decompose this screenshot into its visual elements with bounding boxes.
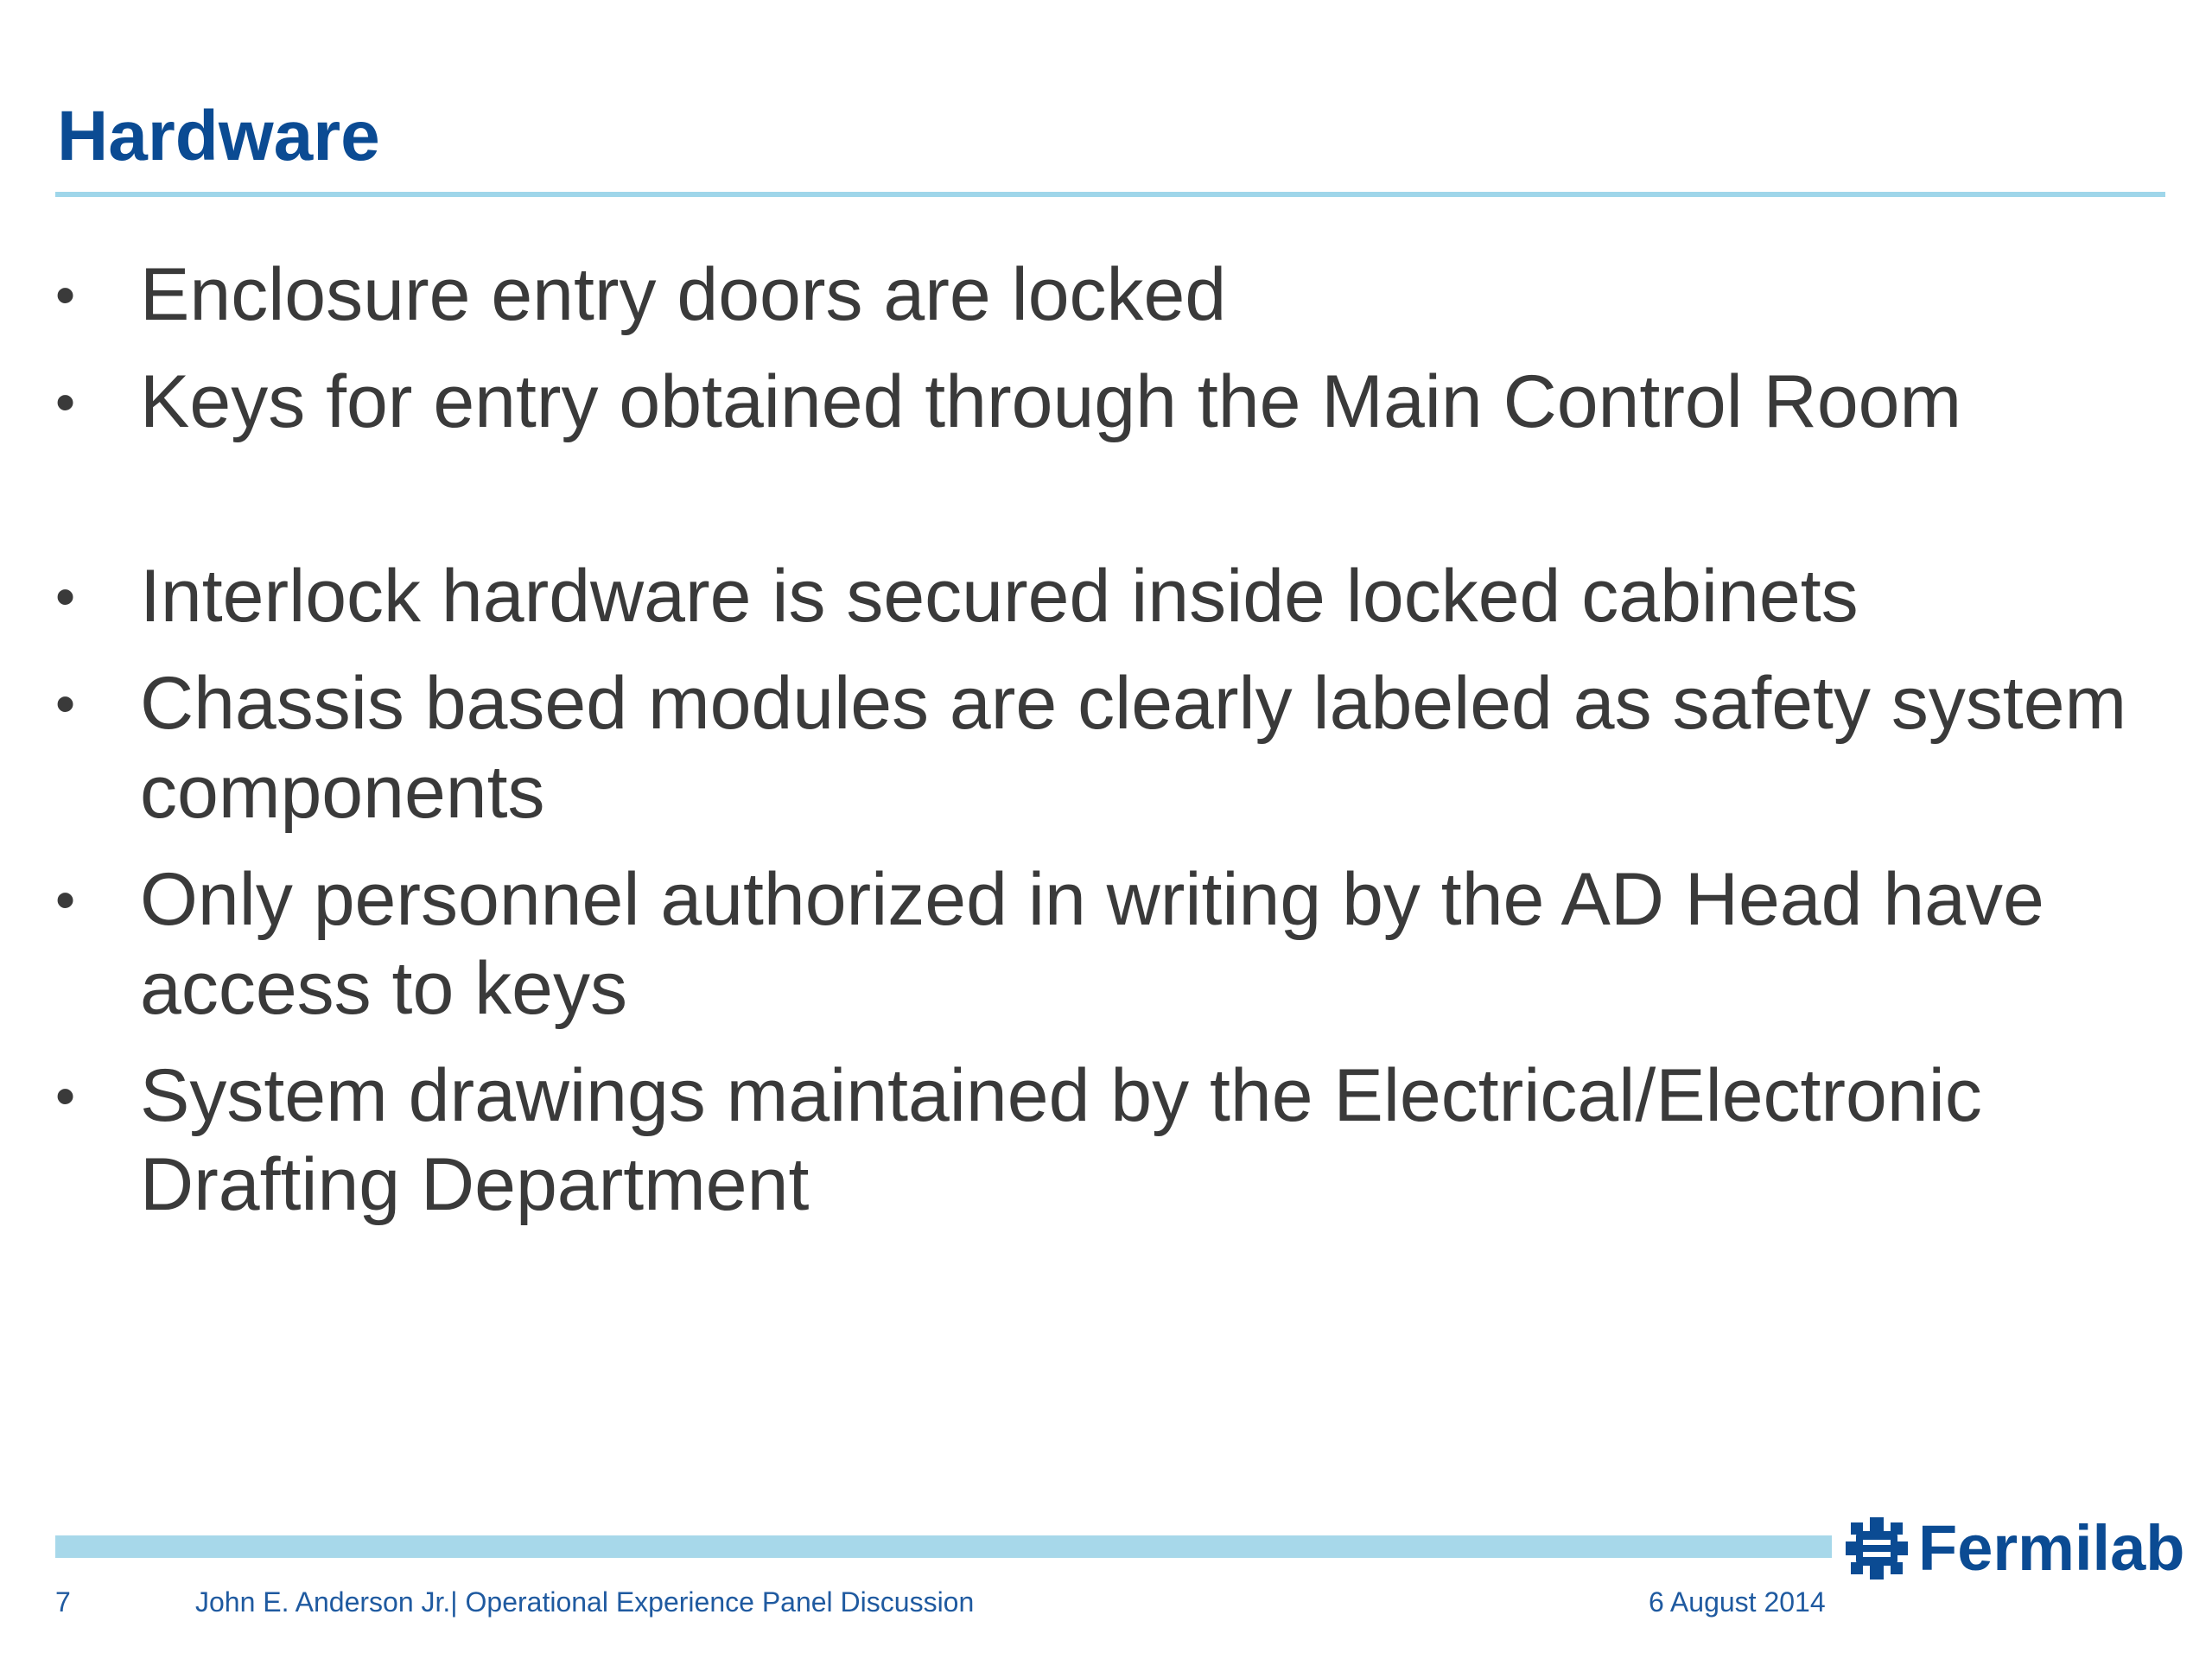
bullet-text: Keys for entry obtained through the Main Control Room (140, 360, 1962, 443)
bullet-text: Enclosure entry doors are locked (140, 253, 1227, 336)
footer-date: 6 August 2014 (1649, 1586, 1826, 1618)
bullet-text: Only personnel authorized in writing by the AD Head have access to keys (140, 858, 2044, 1030)
fermilab-logo (1844, 1512, 2185, 1585)
bullet-marker: • (55, 564, 76, 628)
fermilab-logo-icon (1844, 1516, 1910, 1581)
title-underline (55, 192, 2165, 197)
page-number: 7 (55, 1586, 71, 1618)
bullet-item (52, 1052, 2143, 1230)
bullet-marker: • (55, 1064, 76, 1128)
bullet-marker: • (55, 370, 76, 434)
footer-bar (55, 1535, 1832, 1558)
bullet-item (52, 659, 2143, 837)
bullet-marker: • (55, 868, 76, 931)
bullet-text: Chassis based modules are clearly labeled as safety system components (140, 662, 2127, 834)
bullet-item (52, 552, 2143, 641)
fermilab-logo-text: Fermilab (1918, 1512, 2185, 1584)
bullet-item (52, 358, 2143, 447)
bullet-item (52, 855, 2143, 1033)
bullet-marker: • (55, 263, 76, 327)
slide-title: Hardware (57, 97, 380, 175)
bullet-text: Interlock hardware is secured inside locked cabinets (140, 555, 1859, 638)
bullet-marker: • (55, 671, 76, 735)
footer-presenter: John E. Anderson Jr.| Operational Experience Panel Discussion (195, 1586, 975, 1618)
bullet-item (52, 251, 2143, 340)
bullet-list (52, 251, 2143, 1248)
bullet-text: System drawings maintained by the Electrical/Electronic Drafting Department (140, 1054, 1982, 1226)
